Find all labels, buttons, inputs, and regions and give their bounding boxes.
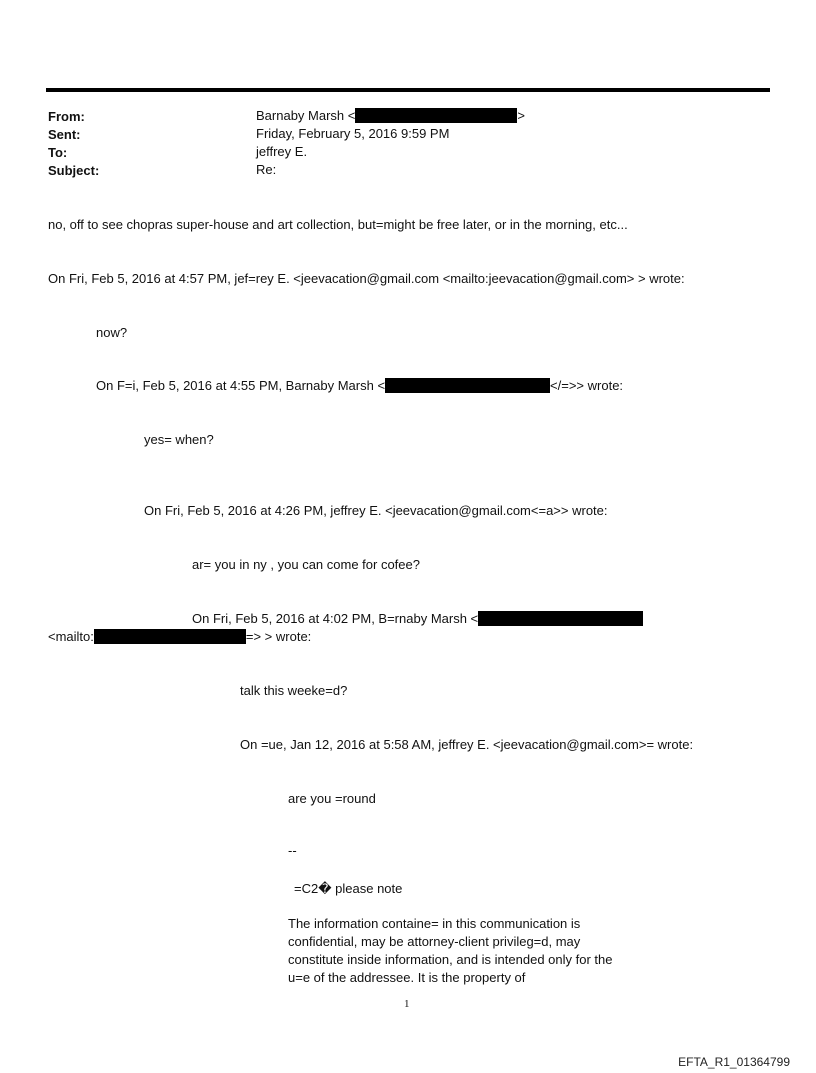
from-name: Barnaby Marsh <: [256, 108, 356, 123]
redaction-block: [355, 108, 517, 123]
quote-header-part: </=>> wrote:: [550, 378, 624, 393]
quote-header-continued: [48, 629, 311, 645]
subject-value: Re:: [256, 162, 277, 177]
quote-header: [192, 611, 643, 627]
mailto-prefix: <mailto:: [48, 629, 94, 644]
redaction-block: [94, 629, 246, 644]
quote-header: [96, 378, 623, 394]
quote-text: talk this weeke=d?: [240, 683, 348, 698]
header-rule: [46, 88, 770, 92]
from-label: From:: [48, 109, 85, 124]
sent-value: Friday, February 5, 2016 9:59 PM: [256, 126, 450, 141]
signature-dashes: --: [288, 843, 297, 858]
subject-label: Subject:: [48, 163, 100, 178]
quote-text: yes= when?: [144, 432, 214, 447]
disclaimer-text: The information containe= in this communication is confidential, may be attorney-client privileg=d, may constitute inside information, and is intended only for the u=e of the addressee. It is the property of: [288, 916, 613, 985]
to-value: jeffrey E.: [256, 144, 308, 159]
quote-text: ar= you in ny , you can come for cofee?: [192, 557, 420, 572]
from-value: [256, 108, 525, 124]
from-close: >: [517, 108, 525, 123]
quote-text: are you =round: [288, 791, 376, 806]
quote-header-part: On Fri, Feb 5, 2016 at 4:02 PM, B=rnaby Marsh <: [192, 611, 479, 626]
sent-label: Sent:: [48, 127, 81, 142]
quote-header: On Fri, Feb 5, 2016 at 4:26 PM, jeffrey E. <jeevacation@gmail.com<=a>> wrote:: [144, 503, 608, 518]
to-label: To:: [48, 145, 68, 160]
redaction-block: [385, 378, 550, 393]
quote-header-part: On F=i, Feb 5, 2016 at 4:55 PM, Barnaby Marsh <: [96, 378, 386, 393]
page-number: 1: [404, 998, 410, 1010]
quote-header: On Fri, Feb 5, 2016 at 4:57 PM, jef=rey E. <jeevacation@gmail.com <mailto:jeevacation@gmail.com> > wrote:: [48, 271, 685, 286]
redaction-block: [478, 611, 643, 626]
reply-text: no, off to see chopras super-house and art collection, but=might be free later, or in the morning, etc...: [48, 217, 628, 232]
quote-header: On =ue, Jan 12, 2016 at 5:58 AM, jeffrey E. <jeevacation@gmail.com>= wrote:: [240, 737, 694, 752]
note-text: =C2� please note: [294, 881, 403, 896]
quote-header-part: => > wrote:: [245, 629, 312, 644]
quote-text: now?: [96, 325, 128, 340]
document-id: EFTA_R1_01364799: [678, 1055, 790, 1069]
